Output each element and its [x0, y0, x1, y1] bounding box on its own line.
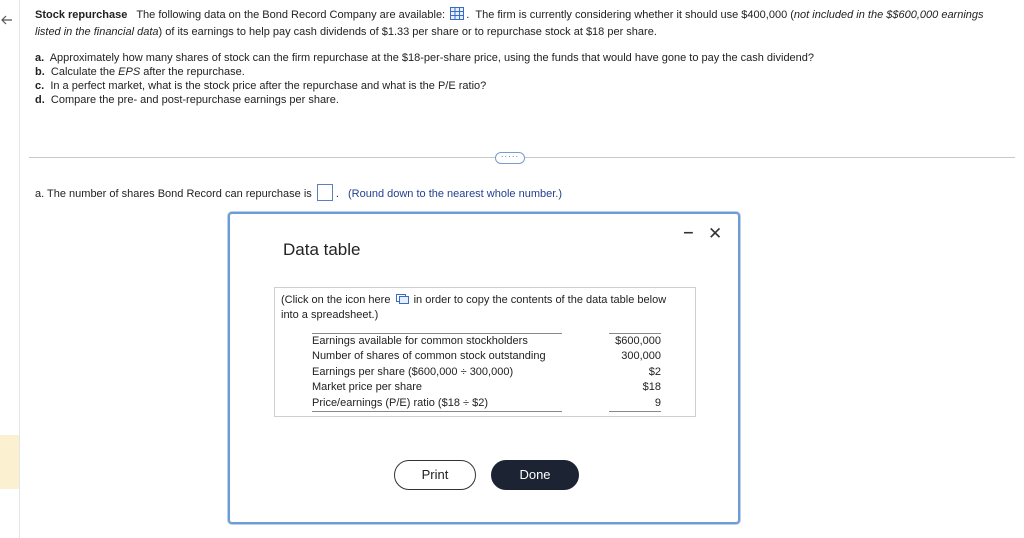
- question-letter: b.: [35, 66, 45, 78]
- problem-text-3: ) of its earnings to help pay cash dividends of $1.33 per share or to repurchase stock at $18 per share.: [158, 26, 657, 38]
- table-row: [312, 349, 661, 364]
- table-row: [312, 380, 661, 395]
- table-rule: [312, 411, 562, 412]
- question-a: [35, 51, 814, 65]
- problem-text-1: The following data on the Bond Record Company are available:: [136, 9, 446, 21]
- row-label: Market price per share: [312, 381, 423, 394]
- answer-line: [35, 184, 562, 202]
- data-panel: [274, 287, 696, 417]
- row-value: $18: [642, 381, 661, 394]
- back-arrow-icon[interactable]: [0, 13, 14, 27]
- table-row: [312, 334, 661, 349]
- copy-hint-text: (Click on the icon here: [281, 294, 391, 306]
- row-value: $600,000: [615, 335, 661, 347]
- copy-spreadsheet-icon[interactable]: [396, 294, 409, 304]
- data-table: [312, 334, 661, 411]
- problem-text-italic: not included in the $$600,000 earnings listed in the financial data: [35, 9, 984, 38]
- question-text: In a perfect market, what is the stock price after the repurchase and what is the P/E ratio?: [50, 80, 487, 92]
- modal-title: Data table: [283, 240, 361, 259]
- row-label: Earnings available for common stockholders: [312, 335, 528, 347]
- close-button[interactable]: ✕: [708, 224, 723, 243]
- answer-input[interactable]: [317, 184, 333, 201]
- answer-hint: (Round down to the nearest whole number.): [347, 188, 563, 200]
- data-table-icon[interactable]: [450, 7, 464, 20]
- question-b: [35, 65, 814, 79]
- problem-text-2: The firm is currently considering whether it should use $400,000 (: [475, 9, 794, 21]
- done-button[interactable]: Done: [491, 460, 579, 490]
- question-c: [35, 79, 814, 93]
- table-row: [312, 365, 661, 380]
- question-text: Approximately how many shares of stock can the firm repurchase at the $18-per-share price, using the funds that would have gone to pay the cash dividend?: [49, 52, 815, 64]
- problem-statement: Stock repurchase The following data on the Bond Record Company are available: . The firm is currently considering whether it should use $400,000 (not included in the $$600,000 earnings listed in the financial data) of its earnings to help pay cash dividends of $1.33 per share or to repurchase stock at $18 per share.: [35, 9, 984, 38]
- question-text: Calculate the: [50, 66, 119, 78]
- question-d: [35, 93, 814, 107]
- answer-suffix: .: [335, 188, 339, 200]
- answer-prefix: a. The number of shares Bond Record can repurchase is: [35, 188, 312, 200]
- question-letter: d.: [35, 94, 45, 106]
- expand-more-button[interactable]: ·····: [495, 152, 525, 164]
- question-list: [35, 51, 814, 107]
- row-label: Earnings per share ($600,000 ÷ 300,000): [312, 365, 514, 378]
- question-letter: c.: [35, 80, 45, 92]
- question-text: Compare the pre- and post-repurchase earnings per share.: [50, 94, 339, 106]
- print-button[interactable]: Print: [394, 460, 476, 490]
- table-row: [312, 396, 661, 411]
- row-label: Number of shares of common stock outstanding: [312, 350, 546, 363]
- table-rule: [609, 411, 661, 412]
- problem-heading: Stock repurchase: [35, 9, 128, 21]
- row-value: $2: [648, 365, 661, 378]
- minimize-button[interactable]: ‒: [684, 224, 693, 241]
- row-value: 300,000: [621, 350, 661, 363]
- row-value: 9: [654, 396, 661, 409]
- copy-hint-text: in order to copy the contents of the data table below into a spreadsheet.): [281, 294, 667, 321]
- data-table-modal: [228, 212, 740, 524]
- question-letter: a.: [35, 52, 45, 64]
- row-label: Price/earnings (P/E) ratio ($18 ÷ $2): [312, 396, 488, 409]
- highlight-block: [0, 435, 19, 489]
- question-text-italic: EPS: [118, 66, 141, 78]
- copy-hint: [281, 293, 686, 323]
- question-text: after the repurchase.: [140, 66, 245, 78]
